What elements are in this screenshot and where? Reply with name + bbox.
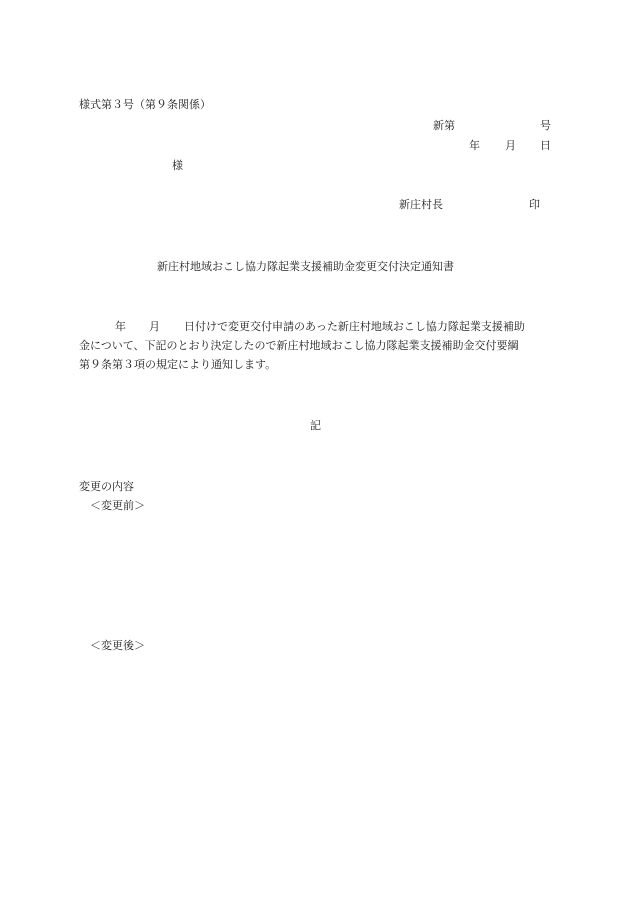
date-day-label: 日 <box>540 139 551 152</box>
body-date-year: 年 <box>115 320 126 333</box>
doc-number-prefix: 新第 <box>433 119 455 132</box>
addressee-suffix: 様 <box>172 159 183 172</box>
document-title: 新庄村地域おこし協力隊起業支援補助金変更交付決定通知書 <box>157 260 454 273</box>
change-content-heading: 変更の内容 <box>79 480 134 493</box>
body-line-2: 金について、下記のとおり決定したので新庄村地域おこし協力隊起業支援補助金交付要綱 <box>79 339 519 352</box>
seal-mark: 印 <box>529 198 540 211</box>
body-date-month: 月 <box>149 320 160 333</box>
form-number: 様式第３号（第９条関係） <box>79 98 211 111</box>
after-change-label: ＜変更後＞ <box>90 639 145 652</box>
doc-number-suffix: 号 <box>540 119 551 132</box>
issuer-title: 新庄村長 <box>399 198 443 211</box>
before-change-label: ＜変更前＞ <box>90 499 145 512</box>
ki-heading: 記 <box>310 419 321 432</box>
date-month-label: 月 <box>505 139 516 152</box>
body-line-1: 日付けで変更交付申請のあった新庄村地域おこし協力隊起業支援補助 <box>184 320 525 333</box>
date-year-label: 年 <box>469 139 480 152</box>
body-line-3: 第９条第３項の規定により通知します。 <box>79 358 277 371</box>
